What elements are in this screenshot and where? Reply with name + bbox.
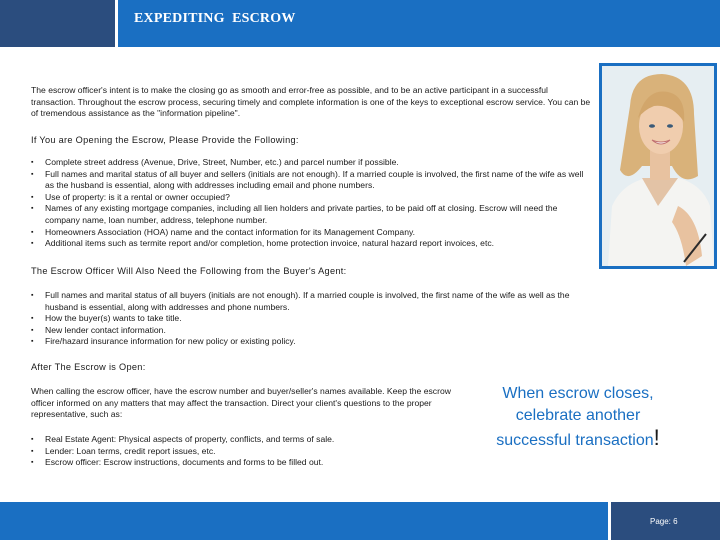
callout-line: [478, 427, 678, 452]
celebration-callout: [478, 383, 678, 452]
header-left-block: [0, 0, 115, 47]
list-item: ▪ Homeowners Association (HOA) name and the contact information for its Management Company.: [31, 227, 591, 239]
callout-line-text: successful transaction: [496, 432, 654, 449]
list-item: ▪ Full names and marital status of all buyers (initials are not enough). If a married couple is involved, the first name of the wife as well as the husband is essential, along with addresses and phone numbers.: [31, 290, 581, 313]
callout-line: When escrow closes,: [502, 385, 654, 402]
list-item: ▪ Fire/hazard insurance information for new policy or existing policy.: [31, 336, 581, 348]
page-number: Page: 6: [650, 517, 678, 526]
list-item: ▪ Full names and marital status of all buyer and sellers (initials are not enough). If a married couple is involved, the first name of the wife as well as the husband is essential, along with addresses including email and phone numbers.: [31, 169, 591, 192]
list-item: ▪ New lender contact information.: [31, 325, 581, 337]
section-heading-opening: If You are Opening the Escrow, Please Provide the Following:: [31, 135, 299, 145]
opening-requirements-list: [31, 157, 591, 250]
page-title: EXPEDITING ESCROW: [134, 11, 296, 26]
agent-photo: [599, 63, 717, 269]
list-item: ▪ Additional items such as termite report and/or completion, home protection invoice, natural hazard report invoices, etc.: [31, 238, 591, 250]
list-item: ▪ Use of property: is it a rental or owner occupied?: [31, 192, 591, 204]
buyer-agent-requirements-list: [31, 290, 581, 348]
list-item: ▪ Lender: Loan terms, credit report issues, etc.: [31, 446, 451, 458]
section-heading-buyers-agent: The Escrow Officer Will Also Need the Following from the Buyer's Agent:: [31, 266, 347, 276]
section-heading-after-open: After The Escrow is Open:: [31, 362, 146, 372]
after-open-paragraph: When calling the escrow officer, have the escrow number and buyer/seller's names available. Keep the escrow officer informed on any matters that may affect the transaction. Direct your client's questions to the proper representative, such as:: [31, 386, 451, 420]
list-item: ▪ Names of any existing mortgage companies, including all lien holders and private parties, to be paid off at closing. Escrow will need the company name, loan number, address, telephone number.: [31, 203, 591, 226]
representatives-list: [31, 434, 451, 469]
callout-exclamation: !: [653, 425, 660, 450]
footer-bar: [0, 502, 608, 540]
list-item: ▪ Real Estate Agent: Physical aspects of property, conflicts, and terms of sale.: [31, 434, 451, 446]
intro-paragraph: The escrow officer's intent is to make the closing go as smooth and error-free as possible, and to be an active participant in a successful transaction. Throughout the escrow process, securing timely and complete information is one of the keys to exceptional escrow service. You can be of tremendous assistance as the "information pipeline".: [31, 85, 591, 119]
list-item: ▪ Complete street address (Avenue, Drive, Street, Number, etc.) and parcel number if possible.: [31, 157, 591, 169]
list-item: ▪ Escrow officer: Escrow instructions, documents and forms to be filled out.: [31, 457, 451, 469]
callout-line: celebrate another: [515, 407, 641, 424]
list-item: ▪ How the buyer(s) wants to take title.: [31, 313, 581, 325]
woman-portrait-illustration: [602, 66, 714, 266]
